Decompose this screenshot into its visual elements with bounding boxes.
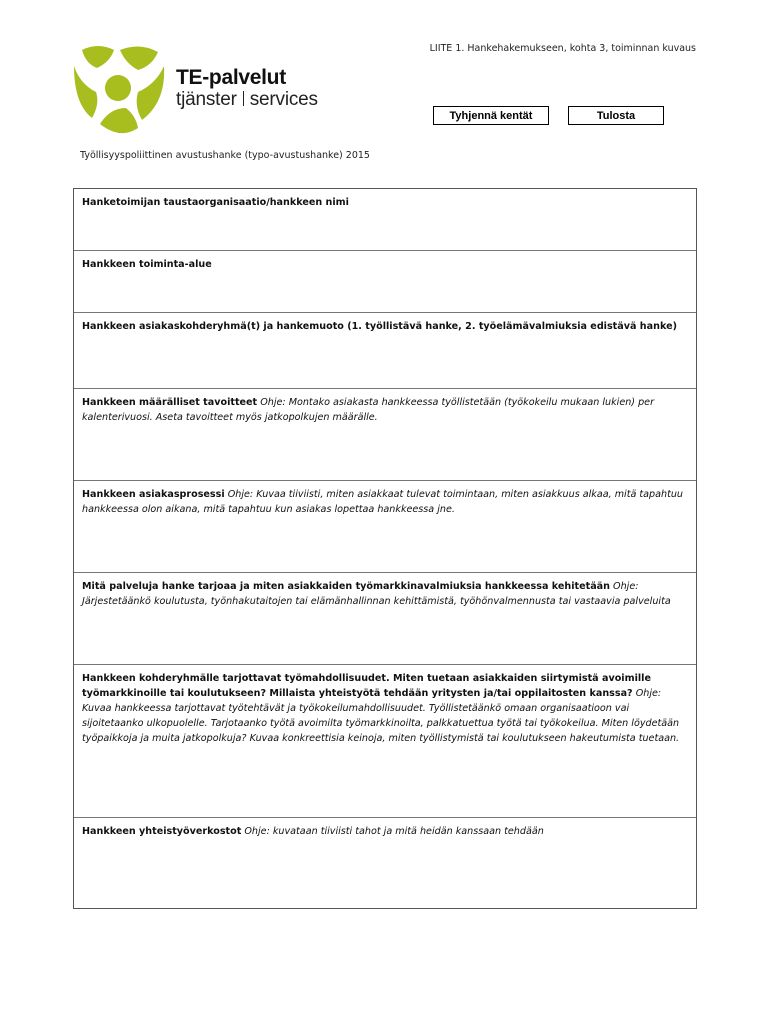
brand-sub-right: services bbox=[249, 89, 318, 110]
section-client-process bbox=[74, 481, 696, 573]
section-label: Hankkeen asiakaskohderyhmä(t) ja hankemuoto (1. työllistävä hanke, 2. työelämävalmiuksia edistävä hanke) bbox=[82, 321, 677, 332]
attachment-reference: LIITE 1. Hankehakemukseen, kohta 3, toiminnan kuvaus bbox=[429, 43, 696, 54]
section-area bbox=[74, 251, 696, 313]
section-hint: Ohje: Kuvaa tiiviisti, miten asiakkaat tulevat toimintaan, miten asiakkuus alkaa, mitä tapahtuu hankkeessa olon aikana, mitä tapahtuu kun asiakas lopettaa hankkeessa jne. bbox=[82, 489, 684, 515]
target-groups-answer-field[interactable] bbox=[82, 338, 692, 390]
services-answer-field[interactable] bbox=[82, 613, 692, 667]
te-palvelut-logo bbox=[70, 44, 170, 140]
print-button[interactable]: Tulosta bbox=[568, 106, 664, 125]
section-label: Hankkeen toiminta-alue bbox=[82, 259, 212, 270]
section-label: Hankkeen kohderyhmälle tarjottavat työmahdollisuudet. Miten tuetaan asiakkaiden siirtymistä avoimille työmarkkinoille tai koulutukseen? Millaista yhteistyötä tehdään yritysten ja/tai oppilaitosten kanssa? bbox=[82, 673, 651, 699]
job-opportunities-answer-field[interactable] bbox=[82, 750, 692, 816]
section-networks bbox=[74, 818, 696, 908]
section-label: Hankkeen määrälliset tavoitteet bbox=[82, 397, 258, 408]
document-title: Työllisyyspoliittinen avustushanke (typo-avustushanke) 2015 bbox=[80, 150, 370, 161]
section-hint: Ohje: Järjestetäänkö koulutusta, työnhakutaitojen tai elämänhallinnan kehittämistä, työhönvalmennusta tai vastaavia palveluita bbox=[82, 581, 671, 607]
section-target-groups bbox=[74, 313, 696, 389]
section-hint: Ohje: kuvataan tiiviisti tahot ja mitä heidän kanssaan tehdään bbox=[244, 826, 544, 837]
section-job-opportunities bbox=[74, 665, 696, 818]
client-process-answer-field[interactable] bbox=[82, 521, 692, 575]
goals-answer-field[interactable] bbox=[82, 429, 692, 483]
brand-subtitle bbox=[176, 89, 318, 111]
brand-name: TE-palvelut bbox=[176, 66, 286, 89]
section-quantitative-goals bbox=[74, 389, 696, 481]
form-table bbox=[73, 188, 697, 909]
section-hint: Ohje: Montako asiakasta hankkeessa työllistetään (työkokeilu mukaan lukien) per kalenterivuosi. Aseta tavoitteet myös jatkopolkujen määrälle. bbox=[82, 397, 655, 423]
section-organization bbox=[74, 189, 696, 251]
section-label: Hankkeen asiakasprosessi bbox=[82, 489, 225, 500]
clear-fields-button[interactable]: Tyhjennä kentät bbox=[433, 106, 549, 125]
section-label: Hanketoimijan taustaorganisaatio/hankkeen nimi bbox=[82, 197, 349, 208]
section-label: Mitä palveluja hanke tarjoaa ja miten asiakkaiden työmarkkinavalmiuksia hankkeessa kehitetään bbox=[82, 581, 610, 592]
section-label: Hankkeen yhteistyöverkostot bbox=[82, 826, 242, 837]
brand-sub-left: tjänster bbox=[176, 89, 237, 110]
organization-answer-field[interactable] bbox=[82, 214, 692, 254]
section-services bbox=[74, 573, 696, 665]
section-hint: Ohje: Kuvaa hankkeessa tarjottavat työtehtävät ja työkokeilumahdollisuudet. Työllistetäänkö omaan organisaatioon vai sijoitetaanko ulkopuolelle. Tarjotaanko työtä avoimilta työmarkkinoilta, palkkatuettua työtä tai työkokeilua. Miten löydetään työpaikkoja ja muita jatkopolkuja? Kuvaa konkreettisia keinoja, miten työllistymistä tai koulutukseen hakeutumista tuetaan. bbox=[82, 688, 680, 744]
area-answer-field[interactable] bbox=[82, 276, 692, 316]
networks-answer-field[interactable] bbox=[82, 843, 692, 905]
brand-separator bbox=[243, 91, 244, 106]
